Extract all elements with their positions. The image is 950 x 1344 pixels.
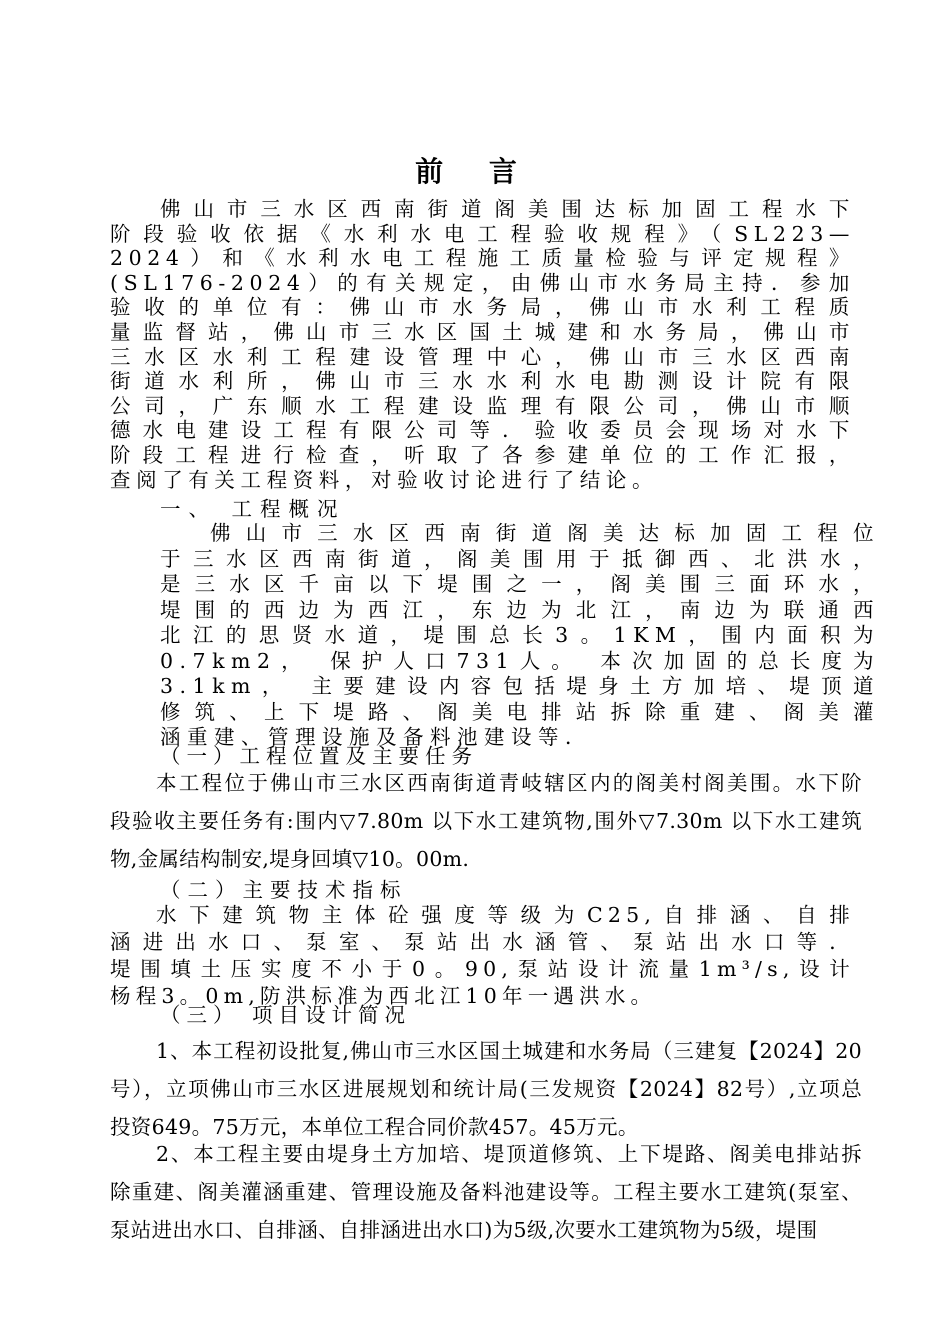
subsection2-line: 水下建筑物主体砼强度等级为C25,自排涵、自排 [156, 903, 855, 927]
intro-line: 阶段验收依据《水利水电工程验收规程》（SL223— [110, 221, 855, 246]
intro-line: 验收的单位有：佛山市水务局，佛山市水利工程质 [110, 295, 855, 320]
intro-line: 佛山市三水区西南街道阁美围达标加固工程水下 [160, 197, 855, 221]
subsection3-line: 2、本工程主要由堤身土方加培、堤顶道修筑、上下堤路、阁美电排站拆 [156, 1142, 862, 1166]
subsection2-paragraph [110, 902, 855, 1010]
intro-line: 德水电建设工程有限公司等．验收委员会现场对水下 [110, 418, 855, 443]
page-title: 前 言 [415, 155, 535, 188]
intro-line: 查阅了有关工程资料，对验收讨论进行了结论。 [110, 467, 659, 492]
subsection3-line: 1、本工程初设批复,佛山市三水区国土城建和水务局（三建复【2024】20 [156, 1039, 862, 1063]
subsection3-heading: （三） 项目设计简况 [160, 1003, 412, 1027]
subsection2-line: 堤围填土压实度不小于0。90,泵站设计流量1m³/s,设计 [110, 957, 855, 981]
subsection2-line: 涵进出水口、泵室、泵站出水涵管、泵站出水口等． [110, 930, 855, 954]
intro-line: 2024）和《水利水电工程施工质量检验与评定规程》 [110, 246, 855, 271]
intro-line: (SL176-2024）的有关规定，由佛山市水务局主持．参加 [110, 270, 855, 295]
subsection2-heading: （二）主要技术指标 [160, 878, 408, 902]
section1-line: 北江的思贤水道，堤围总长3。1KM，围内面积为 [160, 623, 880, 647]
subsection1-line: 物,金属结构制安,堤身回填▽10。00m. [110, 847, 470, 871]
intro-line: 阶段工程进行检查，听取了各参建单位的工作汇报， [110, 442, 855, 467]
subsection1-heading: （一）工程位置及主要任务 [160, 744, 478, 768]
section1-heading: 一、 工程概况 [160, 497, 346, 521]
section1-line: 佛山市三水区西南街道阁美达标加固工程位 [210, 521, 880, 545]
intro-line: 公司，广东顺水工程建设监理有限公司，佛山市顺 [110, 393, 855, 418]
intro-paragraph [110, 197, 855, 492]
section1-line: 涵重建、管理设施及备料池建设等． [160, 725, 592, 749]
section1-line: 堤围的西边为西江，东边为北江，南边为联通西 [160, 597, 880, 622]
subsection1-line: 段验收主要任务有:围内▽7.80m 以下水工建筑物,围外▽7.30m 以下水工建筑 [110, 809, 862, 833]
subsection3-line: 投资649。75万元，本单位工程合同价款457。45万元。 [110, 1115, 639, 1139]
intro-line: 量监督站，佛山市三水区国土城建和水务局，佛山市 [110, 319, 855, 344]
section1-line: 3.1km， 主要建设内容包括堤身土方加培、堤顶道 [160, 674, 880, 698]
subsection3-paragraph-2 [110, 1135, 862, 1249]
subsection2-line: 杨程3。0m,防洪标准为西北江10年一遇洪水。 [110, 984, 657, 1008]
subsection1-line: 本工程位于佛山市三水区西南街道青岐辖区内的阁美村阁美围。水下阶 [156, 771, 862, 795]
section1-line: 0.7km2， 保护人口731人。 本次加固的总长度为 [160, 648, 880, 673]
subsection3-line: 号），立项佛山市三水区进展规划和统计局(三发规资【2024】82号）,立项总 [110, 1077, 862, 1101]
section1-line: 修筑、上下堤路、阁美电排站拆除重建、阁美灌 [160, 699, 880, 724]
section1-line: 是三水区千亩以下堤围之一，阁美围三面环水， [160, 572, 880, 596]
intro-line: 街道水利所，佛山市三水水利水电勘测设计院有限 [110, 369, 855, 394]
subsection3-line: 除重建、阁美灌涵重建、管理设施及备料池建设等。工程主要水工建筑(泵室、 [110, 1180, 862, 1204]
subsection1-paragraph [110, 764, 862, 878]
subsection3-line: 泵站进出水口、自排涵、自排涵进出水口)为5级,次要水工建筑物为5级，堤围 [110, 1218, 818, 1242]
intro-line: 三水区水利工程建设管理中心，佛山市三水区西南 [110, 344, 855, 369]
section1-line: 于三水区西南街道，阁美围用于抵御西、北洪水， [160, 546, 880, 571]
subsection3-paragraph-1 [110, 1032, 862, 1146]
section1-paragraph [160, 521, 880, 751]
